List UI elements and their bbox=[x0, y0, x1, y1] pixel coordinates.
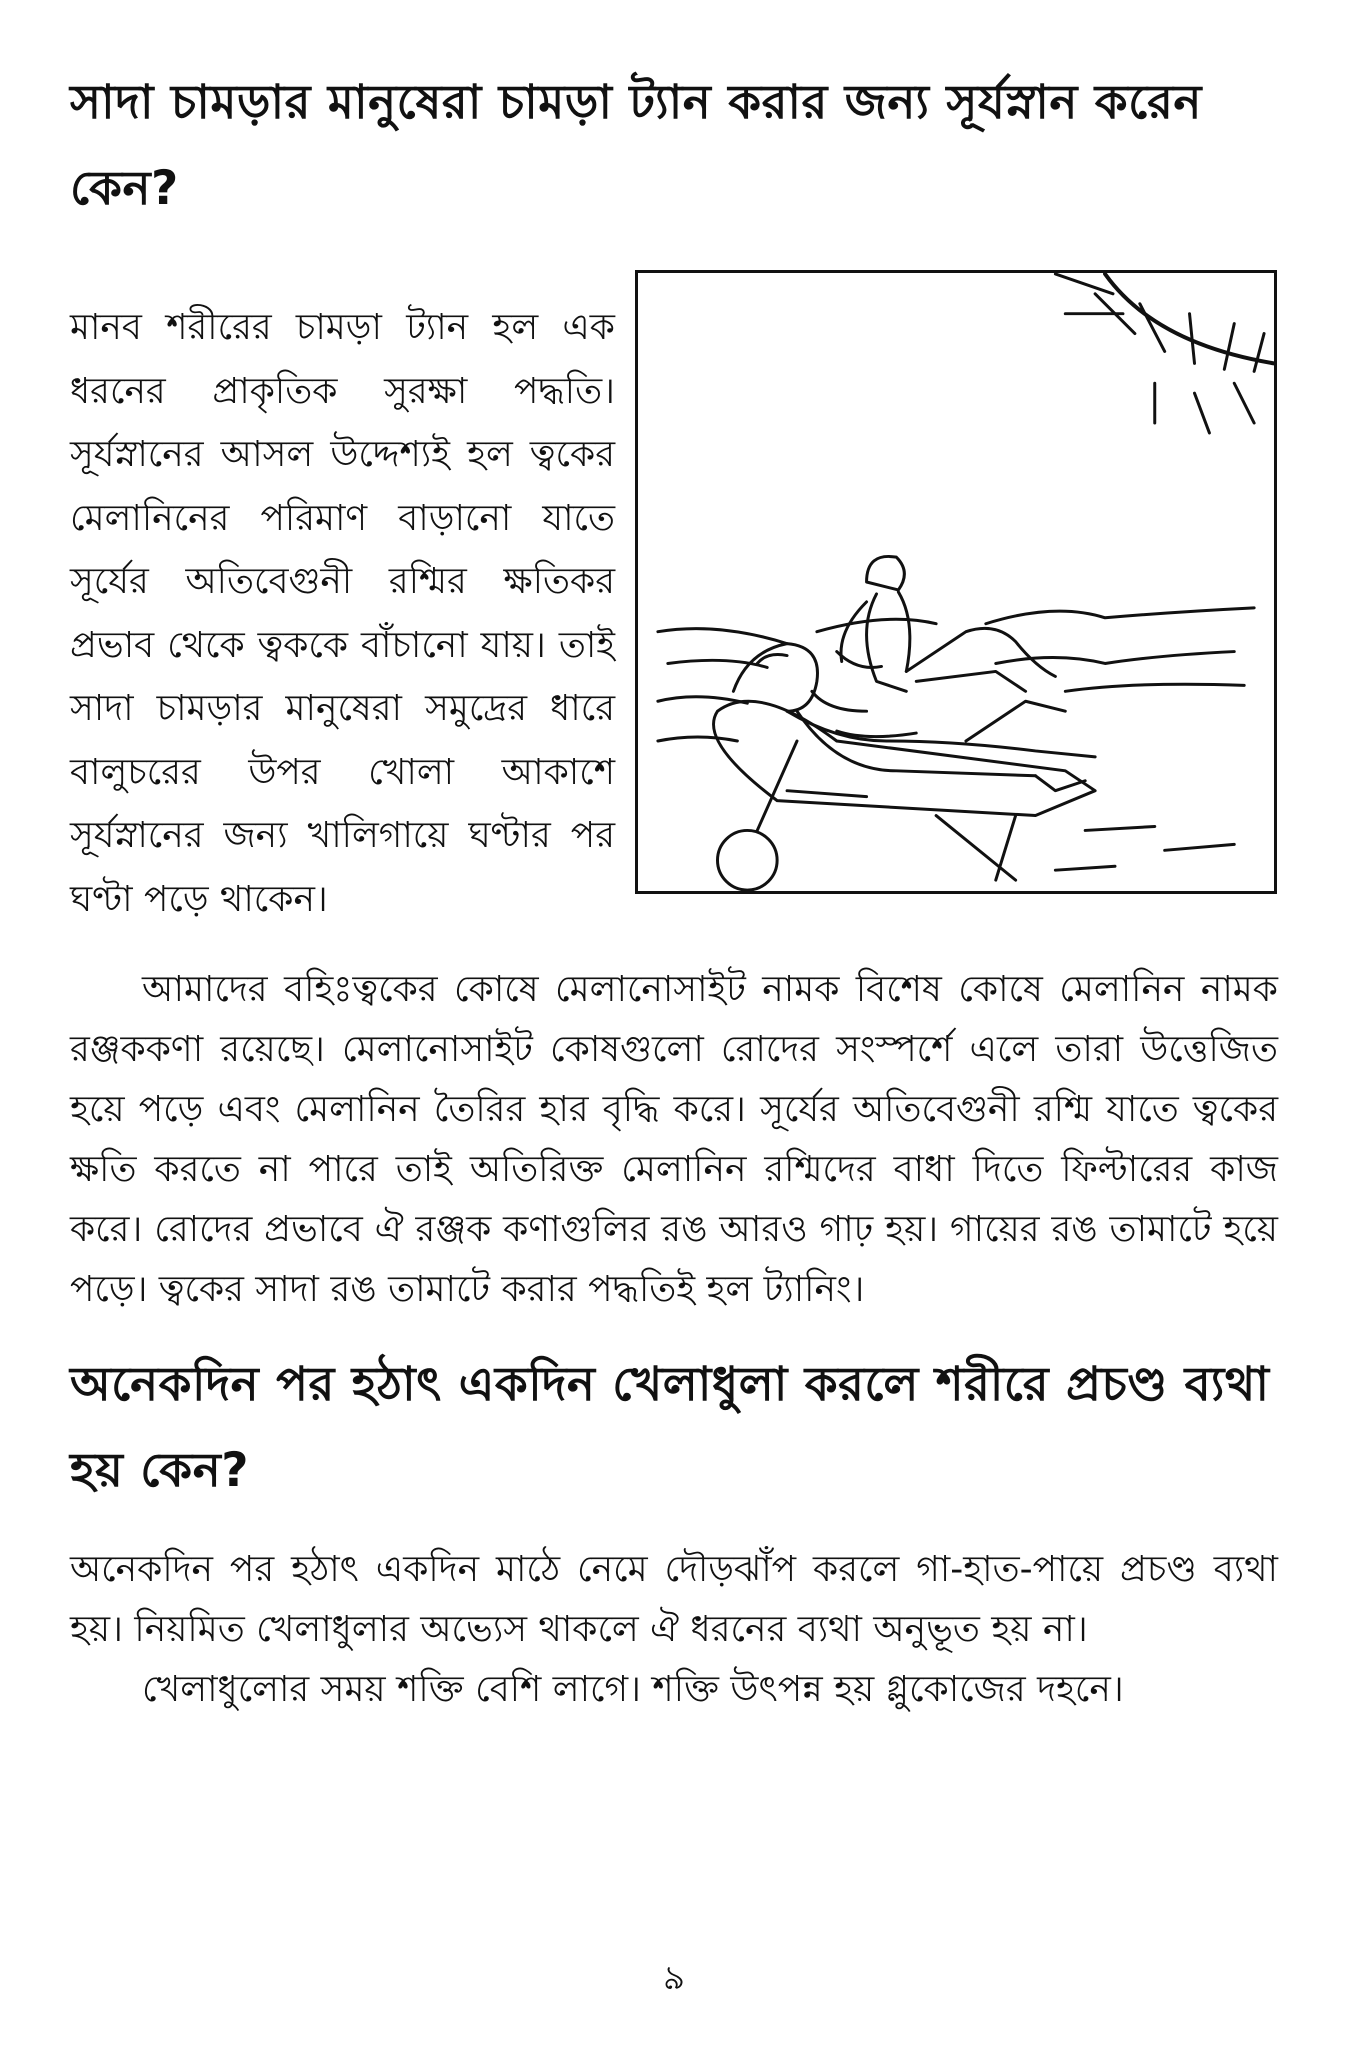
section2-heading: অনেকদিন পর হঠাৎ একদিন খেলাধুলা করলে শরীরে প্রচণ্ড ব্যথা হয় কেন? bbox=[70, 1357, 1270, 1498]
section2-paragraph1: অনেকদিন পর হঠাৎ একদিন মাঠে নেমে দৌড়ঝাঁপ করলে গা-হাত-পায়ে প্রচণ্ড ব্যথা হয়। নিয়মিত খেলাধুলার অভ্যেস থাকলে ঐ ধরনের ব্যথা অনুভূত হয় না। bbox=[70, 1549, 1278, 1650]
sunbathing-illustration bbox=[635, 270, 1277, 894]
seated-person bbox=[837, 556, 1056, 691]
section2-body bbox=[70, 1540, 1278, 1720]
sunbathing-drawing bbox=[638, 273, 1274, 891]
section1-text-with-figure bbox=[70, 260, 1278, 960]
sea-waves bbox=[658, 608, 1254, 741]
section1-wrapped-paragraph: মানব শরীরের চামড়া ট্যান হল এক ধরনের প্রাকৃতিক সুরক্ষা পদ্ধতি। সূর্যস্নানের আসল উদ্দেশ্যই হল ত্বকের মেলানিনের পরিমাণ বাড়ানো যাতে সূর্যের অতিবেগুনী রশ্মির ক্ষতিকর প্রভাব থেকে ত্বককে বাঁচানো যায়। তাই সাদা চামড়ার মানুষেরা সমুদ্রের ধারে বালুচরের উপর খোলা আকাশে সূর্যস্নানের জন্য খালিগায়ে ঘণ্টার পর ঘণ্টা পড়ে থাকেন। bbox=[70, 307, 615, 920]
page-number: ৯ bbox=[662, 1958, 686, 1998]
lounge-chair bbox=[714, 701, 1096, 890]
section2-paragraph2: খেলাধুলোর সময় শক্তি বেশি লাগে। শক্তি উৎপন্ন হয় গ্লুকোজের দহনে। bbox=[142, 1669, 1124, 1710]
sun-icon bbox=[1055, 274, 1274, 433]
section1-paragraph2: আমাদের বহিঃত্বকের কোষে মেলানোসাইট নামক বিশেষ কোষে মেলানিন নামক রঞ্জককণা রয়েছে। মেলানোসাইট কোষগুলো রোদের সংস্পর্শে এলে তারা উত্তেজিত হয়ে পড়ে এবং মেলানিন তৈরির হার বৃদ্ধি করে। সূর্যের অতিবেগুনী রশ্মি যাতে ত্বকের ক্ষতি করতে না পারে তাই অতিরিক্ত মেলানিন রশ্মিদের বাধা দিতে ফিল্টারের কাজ করে। রোদের প্রভাবে ঐ রঞ্জক কণাগুলির রঙ আরও গাঢ় হয়। গায়ের রঙ তামাটে হয়ে পড়ে। ত্বকের সাদা রঙ তামাটে করার পদ্ধতিই হল ট্যানিং। bbox=[70, 969, 1278, 1310]
section1-heading: সাদা চামড়ার মানুষেরা চামড়া ট্যান করার জন্য সূর্যস্নান করেন কেন? bbox=[70, 75, 1202, 216]
beach-lines bbox=[1055, 826, 1234, 870]
